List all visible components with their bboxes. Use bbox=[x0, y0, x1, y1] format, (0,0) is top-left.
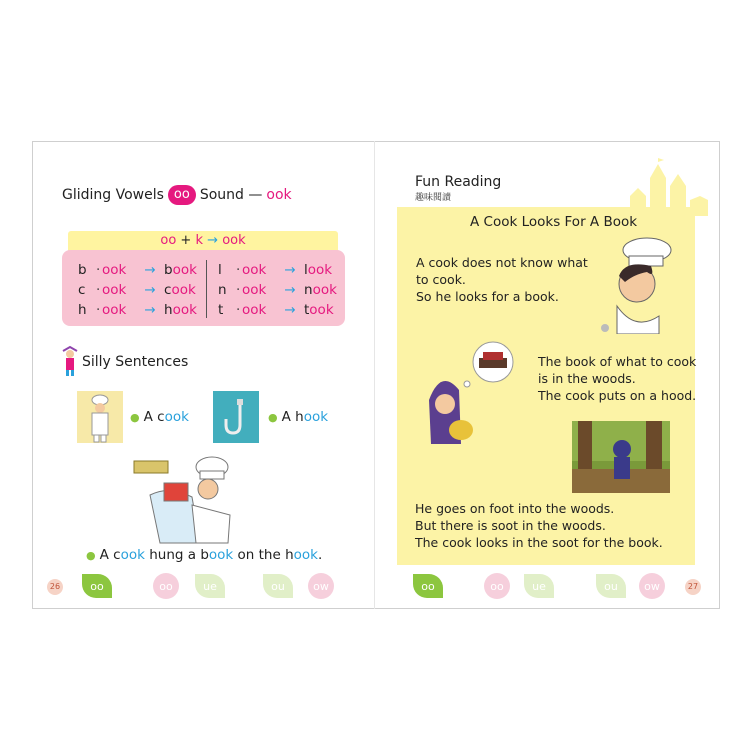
chef-hanging-book-illustration bbox=[130, 455, 238, 547]
word-row bbox=[218, 262, 332, 278]
word-post: ook bbox=[172, 262, 197, 278]
oo-badge: oo bbox=[168, 185, 196, 205]
word-letter: c bbox=[78, 282, 86, 298]
word-post: ook bbox=[172, 302, 197, 318]
word-pre: l bbox=[304, 262, 308, 278]
jester-icon bbox=[60, 345, 80, 377]
story-line: The cook puts on a hood. bbox=[538, 388, 697, 403]
title-ook: ook bbox=[266, 187, 292, 203]
word-suffix: ook bbox=[242, 282, 267, 298]
word-post: ook bbox=[309, 302, 334, 318]
word-post: ook bbox=[312, 282, 337, 298]
word-suffix: ook bbox=[242, 302, 267, 318]
bullet-dot: ● bbox=[86, 549, 96, 562]
story-line: to cook. bbox=[416, 272, 466, 287]
title-mid: Sound — bbox=[199, 187, 263, 203]
tab-ow[interactable]: ow bbox=[308, 573, 334, 599]
story-line: A cook does not know what bbox=[416, 255, 588, 270]
story-title: A Cook Looks For A Book bbox=[470, 214, 638, 230]
thinking-chef-illustration bbox=[595, 236, 675, 334]
caption-ook: ook bbox=[303, 409, 329, 425]
word-pre: b bbox=[164, 262, 173, 278]
title-prefix: Gliding Vowels bbox=[62, 187, 164, 203]
word-arrow: → bbox=[284, 282, 296, 298]
tab-ou[interactable]: ou bbox=[263, 574, 293, 598]
word-row bbox=[78, 262, 197, 278]
formula-a: oo bbox=[160, 233, 177, 248]
word-arrow: → bbox=[144, 262, 156, 278]
sentence-part: on the bbox=[233, 547, 286, 563]
page-fold bbox=[374, 141, 375, 609]
bullet-dot: ● bbox=[130, 411, 140, 424]
tab-oo[interactable]: oo bbox=[484, 573, 510, 599]
caption-pre: A bbox=[143, 409, 158, 425]
word-dot: · bbox=[96, 302, 101, 318]
page-number-right: 27 bbox=[685, 579, 701, 595]
word-letter: n bbox=[218, 282, 227, 298]
word-arrow: → bbox=[144, 282, 156, 298]
word-pre: h bbox=[164, 302, 173, 318]
sentence-ook: ook bbox=[208, 547, 234, 563]
formula-plus: + bbox=[180, 233, 192, 248]
page-number-left: 26 bbox=[47, 579, 63, 595]
word-row bbox=[78, 302, 197, 318]
story-line: But there is soot in the woods. bbox=[415, 518, 606, 533]
word-arrow: → bbox=[284, 262, 296, 278]
hook-caption bbox=[268, 409, 328, 425]
formula-b: k bbox=[195, 233, 203, 248]
formula-arrow: → bbox=[207, 233, 219, 248]
cook-illustration bbox=[77, 391, 123, 443]
caption-letter: c bbox=[157, 409, 165, 425]
sentence-part: A bbox=[99, 547, 114, 563]
word-letter: l bbox=[218, 262, 222, 278]
story-line: So he looks for a book. bbox=[416, 289, 559, 304]
word-dot: · bbox=[236, 262, 241, 278]
word-row bbox=[78, 282, 196, 298]
word-dot: · bbox=[96, 262, 101, 278]
tab-ue[interactable]: ue bbox=[524, 574, 554, 598]
sentence-ook: ook bbox=[293, 547, 318, 563]
word-letter: b bbox=[78, 262, 87, 278]
word-post: ook bbox=[171, 282, 196, 298]
fun-reading-title: Fun Reading bbox=[415, 174, 502, 190]
caption-pre: A bbox=[281, 409, 296, 425]
woods-scene-illustration bbox=[572, 421, 670, 493]
story-paragraph-2 bbox=[538, 353, 696, 404]
tab-ue[interactable]: ue bbox=[195, 574, 225, 598]
sentence-part: hung a bbox=[144, 547, 201, 563]
tab-oo-active[interactable]: oo bbox=[413, 574, 443, 598]
formula bbox=[68, 233, 338, 248]
word-row bbox=[218, 302, 334, 318]
tab-ou[interactable]: ou bbox=[596, 574, 626, 598]
castle-decoration bbox=[620, 156, 710, 216]
word-row bbox=[218, 282, 337, 298]
sentence-part: . bbox=[318, 547, 323, 563]
caption-ook: ook bbox=[164, 409, 189, 425]
sentence-letter: b bbox=[200, 547, 209, 563]
word-suffix: ook bbox=[242, 262, 267, 278]
tab-oo-active[interactable]: oo bbox=[82, 574, 112, 598]
fun-reading-subtitle: 趣味閱讀 bbox=[415, 193, 452, 203]
word-box-divider bbox=[206, 260, 207, 318]
word-dot: · bbox=[96, 282, 101, 298]
story-paragraph-1 bbox=[416, 254, 588, 305]
bullet-dot: ● bbox=[268, 411, 278, 424]
story-line: He goes on foot into the woods. bbox=[415, 501, 615, 516]
cook-caption bbox=[130, 409, 189, 425]
word-dot: · bbox=[236, 302, 241, 318]
sentence-letter: c bbox=[113, 547, 121, 563]
word-pre: t bbox=[304, 302, 310, 318]
tab-oo[interactable]: oo bbox=[153, 573, 179, 599]
word-pre: c bbox=[164, 282, 172, 298]
word-pre: n bbox=[304, 282, 313, 298]
silly-sentence bbox=[86, 547, 322, 563]
tab-ow[interactable]: ow bbox=[639, 573, 665, 599]
sentence-ook: ook bbox=[120, 547, 145, 563]
formula-result: ook bbox=[222, 233, 246, 248]
page-title bbox=[62, 185, 292, 205]
word-suffix: ook bbox=[102, 302, 127, 318]
story-line: The book of what to cook bbox=[538, 354, 697, 369]
girl-thinking-of-book-illustration bbox=[423, 340, 523, 452]
sentence-letter: h bbox=[285, 547, 294, 563]
silly-heading: Silly Sentences bbox=[82, 354, 189, 370]
word-letter: h bbox=[78, 302, 87, 318]
word-arrow: → bbox=[284, 302, 296, 318]
word-letter: t bbox=[218, 302, 224, 318]
word-suffix: ook bbox=[102, 262, 127, 278]
caption-letter: h bbox=[295, 409, 304, 425]
hook-illustration bbox=[213, 391, 259, 443]
word-suffix: ook bbox=[102, 282, 127, 298]
word-arrow: → bbox=[144, 302, 156, 318]
word-post: ook bbox=[307, 262, 333, 278]
story-line: The cook looks in the soot for the book. bbox=[415, 535, 663, 550]
story-paragraph-3 bbox=[415, 500, 663, 551]
story-line: is in the woods. bbox=[538, 371, 636, 386]
word-dot: · bbox=[236, 282, 241, 298]
